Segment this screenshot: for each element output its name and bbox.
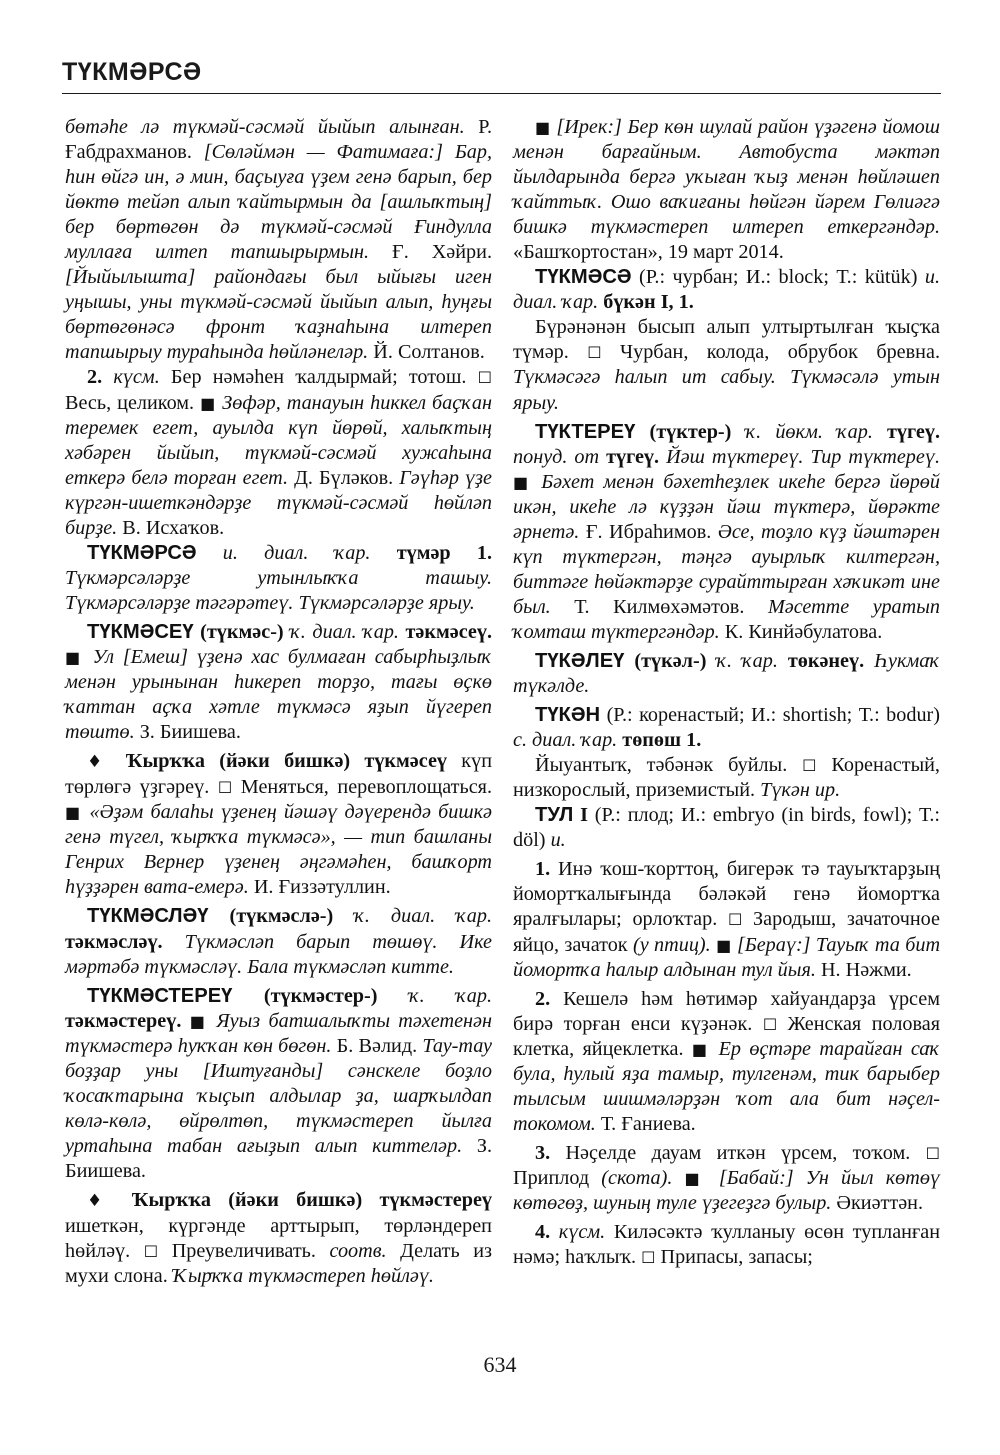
entry-paragraph: Йыуантыҡ, тәбәнәк буйлы. ☐ Коренастый, низкорослый, приземистый. Түкән ир.	[513, 754, 940, 802]
entry-paragraph: ТУЛ I (Р.: плод; И.: embryo (in birds, fowl); Т.: döl) и.	[513, 804, 940, 852]
entry-paragraph: ♦ Ҡырҡҡа (йәки бишкә) түкмәстереү ишеткән, күргәнде арттырып, төрләндереп һөйләү. ☐ Преувеличивать. соотв. Делать из мухи слона. Ҡырҡҡа түкмәстереп һөйләү.	[65, 1188, 493, 1288]
entry-paragraph: бөтәһе лә түкмәй-сәсмәй йыйып алынған. Р. Ғабдрахманов. [Сөләймән — Фатимаға:] Бар, һин өйгә ин, ә мин, баҫыуға үҙем генә барып, бер йөктө тейәп алып ҡайтырмын да [ашлыҡтың] бер бөртөгөн дә түкмәй-сәсмәй Ғиндулла муллаға илтеп тапшырырмын. Ғ. Хәйри. [Йыйылышта] райондағы был ыйығы иген уңышы, уны түкмәй-сәсмәй йыйып алып, һуңғы бөртөгөнәсә фронт ҡаҙнаһына илтереп тапшырыу тураһында һөйләнеләр. Й. Солтанов.	[65, 116, 492, 364]
right-column	[513, 115, 940, 1270]
page-number: 634	[483, 1352, 517, 1377]
entry-paragraph: ТҮКМӘСЛӘҮ (түкмәслә-) ҡ. диал. ҡар. тәкмәсләү. Түкмәсләп барып төшөү. Ике мәртәбә түкмәсләү. Бала түкмәсләп китте.	[65, 905, 493, 978]
entry-paragraph: 2. Кешелә һәм һөтимәр хайуандарҙа үрсем бирә торған енси күҙәнәк. ☐ Женская половая клетка, яйцеклетка. ■ Ер өҫтәре тарайған саҡ була, һулый яҙа тамыр, тулгенәм, тик барыбер тылсым шишмәләрҙән ҡот ала бит нәҫел-токомом. Т. Ғаниева.	[513, 987, 941, 1135]
entry-paragraph: ТҮКТЕРЕҮ (түктер-) ҡ. йөкм. ҡар. түгеү. понуд. от түгеү. Йәш түктереү. Тир түктереү. ■ Бәхет менән бәхетһеҙлек икеһе бергә йөрөй икән, икеһе лә күҙҙән йәш түктерә, йөрәкте әрнетә. Ғ. Ибраһимов. Әсе, тоҙло күҙ йәштәрен күп түктергән, тәңгә ауырлыҡ килтергән, биттәге һөйәктәрҙе сурайттырған хәҡикәт ине был. Т. Килмөхәмәтов. Мәсетте уратып ҡомташ түктергәндәр. К. Кинйәбулатова.	[513, 420, 941, 643]
entry-paragraph: ТҮКӘЛЕҮ (түкәл-) ҡ. ҡар. төкәнеү. Һукмаҡ түкәлде.	[513, 649, 941, 698]
entry-paragraph: ТҮКМӘСТЕРЕҮ (түкмәстер-) ҡ. ҡар. тәкмәстереү. ■ Яуыз батшалыҡты тәхетенән түкмәстерә һуҡҡан көн бөгөн. Б. Вәлид. Тау-тау боҙҙар уны [Иштуғанды] сәнскеле боҙло ҡосаҡтарына ҡыҫып алдылар ҙа, шарҡылдап көлә-көлә, өйрөлтөп, түкмәстереп йылға уртаһына табан ағыҙып алып киттеләр. З. Биишева.	[65, 984, 493, 1182]
entry-paragraph: ТҮКМӘСЕҮ (түкмәс-) ҡ. диал. ҡар. тәкмәсеү. ■ Ул [Емеш] үҙенә хас булмаған сабырһыҙлыҡ менән урынынан һикереп торҙо, тағы өҫкө ҡаттан аҫҡа хәтле түкмәсә яҙып йүгереп төштө. З. Биишева.	[65, 620, 493, 744]
entry-paragraph: 3. Нәҫелде дауам иткән үрсем, тоҡом. ☐ Приплод (скота). ■ [Бабай:] Ун йыл көтөү көтөгөҙ, шуның туле үҙегеҙгә булыр. Әкиәттән.	[513, 1141, 941, 1214]
entry-paragraph: 4. күсм. Киләсәктә ҡулланыу өсөн тупланған нәмә; һаҡлыҡ. ☐ Припасы, запасы;	[513, 1221, 941, 1269]
header-rule	[62, 93, 941, 94]
entry-paragraph: ■ [Ирек:] Бер көн шулай район үҙәгенә йомош менән барғайным. Автобуста мәктәп йылдарында бергә уҡыған ҡыҙ менән һөйләшеп ҡайттыҡ. Ошо ваҡиғаны һөйгән йәрем Гөлиәгә бишкә түкмәстереп илтереп еткергәндәр. «Башҡортостан», 19 март 2014.	[513, 116, 940, 264]
entry-paragraph: 1. Инә ҡош-ҡорттоң, бигерәк тә тауыҡтарҙың йомортҡалығында бәләкәй генә йомортҡа яралғылары; орлоҡтар. ☐ Зародыш, зачаточное яйцо, зачаток (у птиц). ■ [Бераү:] Тауыҡ та бит йомортҡа һалыр алдынан тул йыя. Н. Нәжми.	[513, 858, 941, 981]
entry-paragraph: ТҮКМӘРСӘ и. диал. ҡар. түмәр 1. Түкмәрсәләрҙе утынлыҡҡа ташыу. Түкмәрсәләрҙе тәгәрәтеү. Түкмәрсәләрҙе ярыу.	[65, 541, 493, 614]
entry-paragraph: ТҮКӘН (Р.: коренастый; И.: shortish; Т.: bodur) с. диал. ҡар. төпөш 1.	[513, 704, 940, 752]
left-column	[65, 115, 492, 1289]
entry-paragraph: ♦ Ҡырҡҡа (йәки бишкә) түкмәсеү күп төрлөгә үҙгәреү. ☐ Меняться, перевоплощаться. ■ «Әҙәм балаһы үҙенең йәшәү дәүерендә бишкә генә түгел, ҡырҡҡа түкмәсә», — тип башланы Генрих Вернер үҙенең әңгәмәһен, башҡорт һүҙҙәрен вата-емерә. И. Ғиззәтуллин.	[65, 750, 493, 899]
entry-paragraph: 2. күсм. Бер нәмәһен ҡалдырмай; тотош. ☐ Весь, целиком. ■ Зөфәр, танауын һиккел баҫҡан теремек егет, ауылда күп йөрөй, халыҡтың хәбәрен йыйып, түкмәй-сәсмәй хужаһына еткерә белә торған егет. Д. Бүләков. Гәүһәр үҙе күргән-ишеткәндәрҙе түкмәй-сәсмәй һөйләп бирҙе. В. Исхаҡов.	[65, 366, 492, 539]
entry-paragraph: Бүрәнәнән бысып алып ултыртылған ҡыҫҡа түмәр. ☐ Чурбан, колода, обрубок бревна. Түкмәсәгә һалып ит сабыу. Түкмәсәлә утын ярыу.	[513, 316, 940, 414]
entry-paragraph: ТҮКМӘСӘ (Р.: чурбан; И.: block; Т.: kütük) и. диал. ҡар. бүкән I, 1.	[513, 266, 940, 314]
running-head: ТҮКМӘРСӘ	[62, 58, 202, 86]
